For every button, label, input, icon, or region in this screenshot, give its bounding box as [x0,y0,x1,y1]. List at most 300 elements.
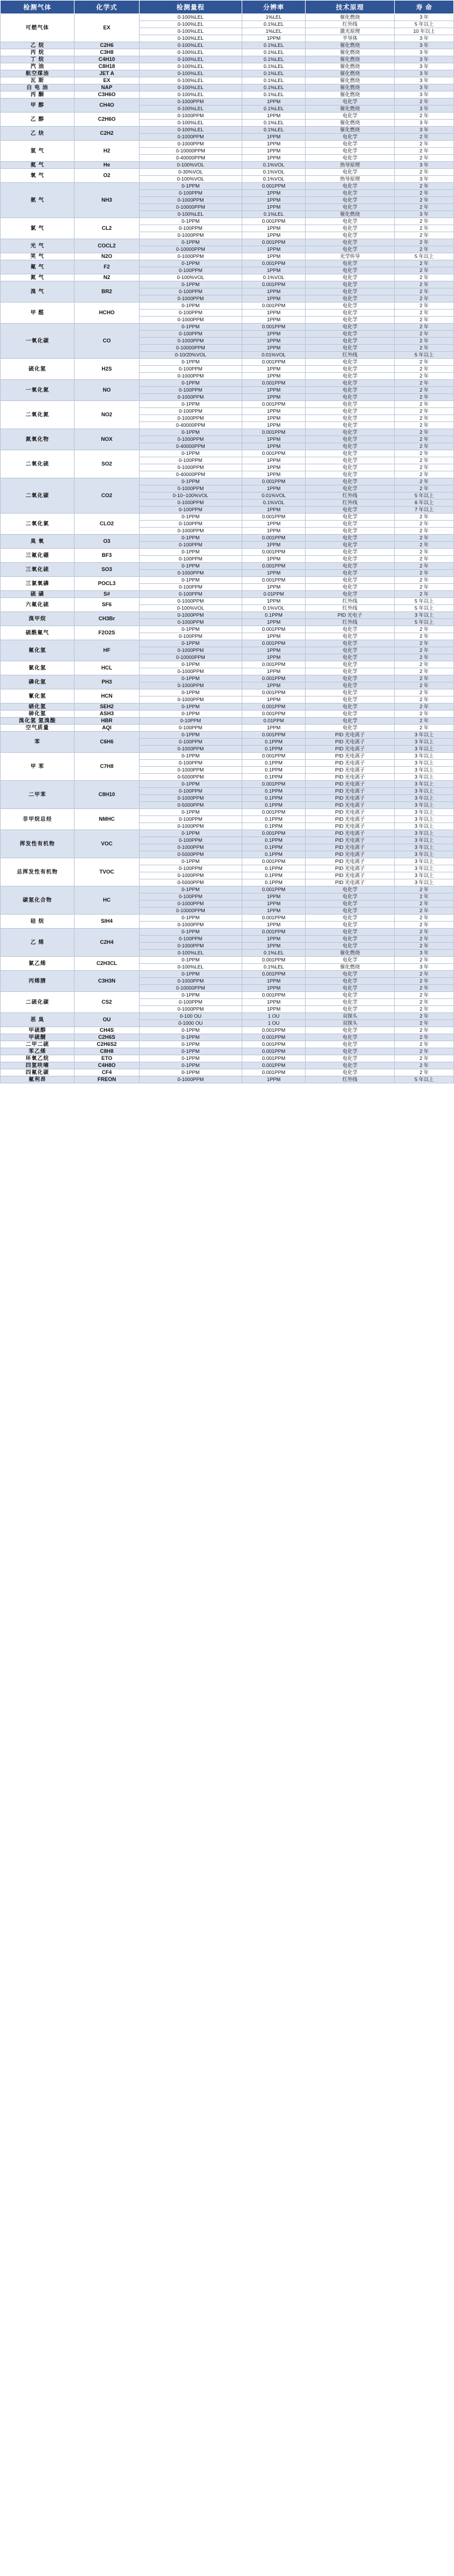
resolution-cell: 0.01%VOL [242,352,306,359]
technology-cell: PID 光电离子 [306,767,395,774]
technology-cell: 电化学 [306,556,395,563]
table-row [1,91,454,98]
technology-cell: 电化学 [306,943,395,950]
resolution-cell: 0.001PPM [242,359,306,366]
range-cell: 0-100%LEL [139,49,242,56]
gas-name-cell: 砷化氢 [1,711,74,718]
resolution-cell: 0.001PPM [242,450,306,457]
resolution-cell: 1PPM [242,528,306,535]
range-cell: 0-100%LEL [139,120,242,127]
lifetime-cell: 7 年以上 [395,507,454,514]
formula-cell: CO [74,324,139,359]
technology-cell: 电化学 [306,999,395,1006]
resolution-cell: 0.001PPM [242,1062,306,1069]
lifetime-cell: 2 年 [395,915,454,922]
resolution-cell: 1PPM [242,190,306,197]
lifetime-cell: 2 年 [395,113,454,120]
range-cell: 0-1000PPM [139,1006,242,1013]
formula-cell: C8H18 [74,63,139,70]
resolution-cell: 0.1%LEL [242,91,306,98]
table-row [1,1062,454,1069]
resolution-cell: 0.1PPM [242,823,306,830]
technology-cell: 电化学 [306,514,395,521]
range-cell: 0-1000PPM [139,978,242,985]
technology-cell: 电化学 [306,303,395,310]
range-cell: 0-1000PPM [139,682,242,689]
range-cell: 0-100%LEL [139,106,242,113]
resolution-cell: 0.001PPM [242,260,306,267]
lifetime-cell: 2 年 [395,134,454,141]
range-cell: 0-100PPM [139,507,242,514]
range-cell: 0-100%LEL [139,77,242,84]
resolution-cell: 1PPM [242,485,306,492]
lifetime-cell: 3 年以上 [395,809,454,816]
technology-cell: 红外线 [306,619,395,626]
range-cell: 0-1PPM [139,1041,242,1048]
technology-cell: 电化学 [306,725,395,732]
resolution-cell: 0.001PPM [242,514,306,521]
lifetime-cell: 2 年 [395,647,454,654]
range-cell: 0-1000PPM [139,436,242,443]
table-row [1,929,454,936]
gas-name-cell: 三氟化硼 [1,549,74,563]
gas-name-cell: 空气质量 [1,725,74,732]
gas-name-cell: 甲硫醇 [1,1027,74,1034]
technology-cell: 电化学 [306,577,395,584]
resolution-cell: 1PPM [242,936,306,943]
formula-cell: SEH2 [74,704,139,711]
lifetime-cell: 3 年以上 [395,739,454,746]
formula-cell: C2H3CL [74,957,139,971]
technology-cell: 红外线 [306,492,395,499]
formula-cell: EX [74,14,139,42]
resolution-cell: 0.001PPM [242,303,306,310]
technology-cell: 热导原理 [306,162,395,169]
technology-cell: 电化学 [306,471,395,478]
resolution-cell: 0.1%VOL [242,162,306,169]
technology-cell: PID 光电离子 [306,802,395,809]
lifetime-cell: 5 年以上 [395,492,454,499]
lifetime-cell: 2 年 [395,415,454,422]
lifetime-cell: 3 年以上 [395,774,454,781]
formula-cell: C8H10 [74,781,139,809]
technology-cell: PID 光电离子 [306,872,395,879]
range-cell: 0-100PPM [139,760,242,767]
gas-name-cell: 氰化氢 [1,689,74,704]
lifetime-cell: 3 年 [395,964,454,971]
technology-cell: 电化学 [306,155,395,162]
formula-cell: N2O [74,253,139,260]
range-cell: 0-1000PPM [139,141,242,148]
technology-cell: 电化学 [306,886,395,893]
gas-name-cell: 六氟化硫 [1,598,74,612]
resolution-cell: 0.001PPM [242,429,306,436]
technology-cell: 电化学 [306,668,395,675]
gas-name-cell: 一氧化碳 [1,324,74,359]
resolution-cell: 0.001PPM [242,281,306,288]
formula-cell: C6H6 [74,732,139,753]
range-cell: 0-100PPM [139,584,242,591]
gas-name-cell: 苯 [1,732,74,753]
resolution-cell: 1PPM [242,556,306,563]
gas-name-cell: 恶 臭 [1,1013,74,1027]
range-cell: 0-100PPM [139,739,242,746]
range-cell: 0-100PPM [139,936,242,943]
range-cell: 0-1000PPM [139,499,242,507]
resolution-cell: 0.1PPM [242,837,306,844]
range-cell: 0-100 OU [139,1013,242,1020]
range-cell: 0-1PPM [139,514,242,521]
resolution-cell: 0.1%LEL [242,42,306,49]
table-row [1,162,454,169]
resolution-cell: 0.001PPM [242,1027,306,1034]
range-cell: 0-100PPM [139,556,242,563]
resolution-cell: 0.1%LEL [242,63,306,70]
gas-name-cell: 氯 气 [1,218,74,239]
resolution-cell: 0.1%LEL [242,964,306,971]
lifetime-cell: 2 年 [395,183,454,190]
technology-cell: 电化学 [306,394,395,401]
table-row [1,598,454,605]
lifetime-cell: 2 年 [395,281,454,288]
technology-cell: 催化燃烧 [306,211,395,218]
formula-cell: SF6 [74,598,139,612]
technology-cell: 催化燃烧 [306,950,395,957]
lifetime-cell: 3 年以上 [395,858,454,865]
lifetime-cell: 2 年 [395,324,454,331]
resolution-cell: 1PPM [242,1076,306,1083]
gas-name-cell: 氟 气 [1,260,74,274]
technology-cell: 电化学 [306,528,395,535]
formula-cell: CF4 [74,1069,139,1076]
technology-cell: 电化学 [306,633,395,640]
lifetime-cell: 3 年 [395,35,454,42]
resolution-cell: 0.1%VOL [242,274,306,281]
technology-cell: 催化燃烧 [306,14,395,21]
formula-cell: C3H3N [74,971,139,992]
range-cell: 0-100PPM [139,837,242,844]
lifetime-cell: 3 年 [395,950,454,957]
lifetime-cell: 3 年以上 [395,767,454,774]
lifetime-cell: 2 年 [395,689,454,696]
resolution-cell: 1PPM [242,373,306,380]
table-row [1,56,454,63]
gas-name-cell: 二硫化碳 [1,992,74,1013]
lifetime-cell: 2 年 [395,141,454,148]
resolution-cell: 1PPM [242,900,306,908]
lifetime-cell: 3 年以上 [395,781,454,788]
technology-cell: 电化学 [306,267,395,274]
resolution-cell: 0.1PPM [242,872,306,879]
lifetime-cell: 2 年 [395,711,454,718]
resolution-cell: 0.1%LEL [242,127,306,134]
technology-cell: 电化学 [306,218,395,225]
lifetime-cell: 2 年 [395,239,454,246]
resolution-cell: 1PPM [242,570,306,577]
gas-detection-spec-sheet [0,0,454,1083]
table-row [1,725,454,732]
lifetime-cell: 2 年 [395,218,454,225]
gas-spec-table [0,0,454,1083]
range-cell: 0-1000PPM [139,696,242,704]
gas-name-cell: 二氧化硫 [1,450,74,478]
technology-cell: 电化学 [306,485,395,492]
technology-cell: 催化燃烧 [306,127,395,134]
gas-name-cell: 航空煤油 [1,70,74,77]
technology-cell: 电化学 [306,654,395,661]
technology-cell: PID 光电子 [306,612,395,619]
range-cell: 0-1PPM [139,183,242,190]
technology-cell: 催化燃烧 [306,964,395,971]
technology-cell: 电化学 [306,225,395,232]
technology-cell: 催化燃烧 [306,70,395,77]
range-cell: 0-1PPM [139,218,242,225]
lifetime-cell: 2 年 [395,1069,454,1076]
lifetime-cell: 2 年 [395,999,454,1006]
resolution-cell: 1PPM [242,443,306,450]
lifetime-cell: 2 年 [395,696,454,704]
technology-cell: 电化学 [306,570,395,577]
lifetime-cell: 6 年以上 [395,499,454,507]
range-cell: 0-40000PPM [139,155,242,162]
table-row [1,704,454,711]
lifetime-cell: 2 年 [395,886,454,893]
resolution-cell: 0.001PPM [242,689,306,696]
formula-cell: NH3 [74,183,139,218]
table-row [1,478,454,485]
formula-cell: C3H8 [74,49,139,56]
resolution-cell: 0.1%LEL [242,56,306,63]
technology-cell: 电化学 [306,521,395,528]
table-row [1,689,454,696]
lifetime-cell: 3 年以上 [395,753,454,760]
gas-name-cell: 二氧化碳 [1,478,74,514]
range-cell: 0-10~100%VOL [139,492,242,499]
table-header [1,1,454,14]
gas-name-cell: 磷化氢 [1,675,74,689]
table-row [1,183,454,190]
technology-cell: 电化学 [306,1048,395,1055]
range-cell: 0-1PPM [139,626,242,633]
gas-name-cell: 氦 气 [1,162,74,169]
resolution-cell: 0.001PPM [242,781,306,788]
lifetime-cell: 3 年 [395,84,454,91]
technology-cell: 电化学 [306,429,395,436]
technology-cell: 电化学 [306,647,395,654]
gas-name-cell: 氮氧化物 [1,429,74,450]
technology-cell: 电化学 [306,542,395,549]
lifetime-cell: 5 年以上 [395,352,454,359]
lifetime-cell: 3 年以上 [395,788,454,795]
resolution-cell: 1PPM [242,457,306,464]
gas-name-cell: 丙 烷 [1,49,74,56]
lifetime-cell: 3 年以上 [395,865,454,872]
resolution-cell: 0.1PPM [242,844,306,851]
lifetime-cell: 3 年以上 [395,795,454,802]
resolution-cell: 1PPM [242,647,306,654]
gas-name-cell: 氯乙烯 [1,957,74,971]
resolution-cell: 0.001PPM [242,809,306,816]
table-row [1,127,454,134]
lifetime-cell: 3 年以上 [395,823,454,830]
table-row [1,1013,454,1020]
technology-cell: 电化学 [306,464,395,471]
technology-cell: PID 光电离子 [306,823,395,830]
lifetime-cell: 2 年 [395,394,454,401]
range-cell: 0-1000PPM [139,113,242,120]
formula-cell: HCL [74,661,139,675]
formula-cell: CH4S [74,1027,139,1034]
lifetime-cell: 2 年 [395,1048,454,1055]
gas-name-cell: 四氢呋喃 [1,1062,74,1069]
gas-name-cell: 溴 气 [1,281,74,303]
resolution-cell: 0.1%VOL [242,605,306,612]
lifetime-cell: 3 年以上 [395,816,454,823]
lifetime-cell: 2 年 [395,633,454,640]
technology-cell: PID 光电离子 [306,739,395,746]
gas-name-cell: 二甲二硫 [1,1041,74,1048]
lifetime-cell: 2 年 [395,274,454,281]
technology-cell: 电化学 [306,1055,395,1062]
technology-cell: 催化燃烧 [306,77,395,84]
technology-cell: PID 光电离子 [306,837,395,844]
range-cell: 0-1000PPM [139,598,242,605]
technology-cell: 电化学 [306,584,395,591]
resolution-cell: 1PPM [242,338,306,345]
range-cell: 0-100PPM [139,893,242,900]
range-cell: 0-1PPM [139,1069,242,1076]
resolution-cell: 0.001PPM [242,929,306,936]
table-row [1,1048,454,1055]
technology-cell: PID 光电离子 [306,858,395,865]
technology-cell: 电化学 [306,274,395,281]
formula-cell: NO [74,380,139,401]
resolution-cell: 1PPM [242,464,306,471]
lifetime-cell: 3 年 [395,42,454,49]
lifetime-cell: 2 年 [395,295,454,303]
gas-name-cell: 甲 醇 [1,98,74,113]
technology-cell: 激光原理 [306,28,395,35]
resolution-cell: 0.1PPM [242,612,306,619]
gas-name-cell: 氟化氢 [1,640,74,661]
table-row [1,626,454,633]
range-cell: 0-100%VOL [139,274,242,281]
technology-cell: 电化学 [306,640,395,647]
formula-cell: H2S [74,359,139,380]
technology-cell: 红外线 [306,598,395,605]
lifetime-cell: 2 年 [395,464,454,471]
gas-name-cell: 乙 醇 [1,113,74,127]
table-row [1,661,454,668]
range-cell: 0-1000PPM [139,844,242,851]
technology-cell: PID 光电离子 [306,844,395,851]
range-cell: 0-1PPM [139,781,242,788]
formula-cell: NMHC [74,809,139,830]
lifetime-cell: 2 年 [395,450,454,457]
lifetime-cell: 2 年 [395,98,454,106]
resolution-cell: 0.1%LEL [242,950,306,957]
technology-cell: 电化学 [306,704,395,711]
range-cell: 0-100PPM [139,725,242,732]
lifetime-cell: 2 年 [395,471,454,478]
range-cell: 0-1000 OU [139,1020,242,1027]
lifetime-cell: 2 年 [395,535,454,542]
range-cell: 0-1PPM [139,675,242,682]
lifetime-cell: 2 年 [395,457,454,464]
resolution-cell: 1PPM [242,725,306,732]
technology-cell: PID 光电离子 [306,746,395,753]
technology-cell: 催化燃烧 [306,91,395,98]
technology-cell: PID 光电离子 [306,816,395,823]
lifetime-cell: 3 年 [395,49,454,56]
resolution-cell: 1PPM [242,507,306,514]
range-cell: 0-1000PPM [139,647,242,654]
table-row [1,49,454,56]
range-cell: 0-1PPM [139,1062,242,1069]
range-cell: 0-1PPM [139,915,242,922]
range-cell: 0-1PPM [139,830,242,837]
technology-cell: 双探头 [306,1013,395,1020]
resolution-cell: 0.1%LEL [242,84,306,91]
resolution-cell: 0.001PPM [242,858,306,865]
lifetime-cell: 2 年 [395,345,454,352]
table-row [1,1041,454,1048]
range-cell: 0-10000PPM [139,908,242,915]
technology-cell: PID 光电离子 [306,760,395,767]
gas-name-cell: 甲 醛 [1,303,74,324]
technology-cell: 电化学 [306,169,395,176]
technology-cell: 电化学 [306,1006,395,1013]
technology-cell: 电化学 [306,1062,395,1069]
resolution-cell: 1PPM [242,1006,306,1013]
resolution-cell: 0.1PPM [242,746,306,753]
col-resolution: 分辨率 [242,1,306,14]
formula-cell: S# [74,591,139,598]
lifetime-cell: 2 年 [395,310,454,317]
range-cell: 0-1PPM [139,640,242,647]
table-row [1,1027,454,1034]
range-cell: 0-1PPM [139,1048,242,1055]
resolution-cell: 0.001PPM [242,675,306,682]
range-cell: 0-100PPM [139,633,242,640]
range-cell: 0-100PPM [139,288,242,295]
gas-name-cell: 甲硫醚 [1,1034,74,1041]
table-row [1,781,454,788]
formula-cell: C8H8 [74,1048,139,1055]
technology-cell: 电化学 [306,711,395,718]
table-row [1,549,454,556]
formula-cell: FREON [74,1076,139,1083]
resolution-cell: 0.001PPM [242,577,306,584]
lifetime-cell: 5 年以上 [395,598,454,605]
lifetime-cell: 2 年 [395,401,454,408]
lifetime-cell: 3 年 [395,176,454,183]
resolution-cell: 1PPM [242,584,306,591]
resolution-cell: 1PPM [242,908,306,915]
technology-cell: 双探头 [306,1020,395,1027]
lifetime-cell: 3 年 [395,211,454,218]
resolution-cell: 0.1PPM [242,760,306,767]
resolution-cell: 0.001PPM [242,992,306,999]
resolution-cell: 0.001PPM [242,218,306,225]
resolution-cell: 0.001PPM [242,626,306,633]
technology-cell: 电化学 [306,331,395,338]
resolution-cell: 1PPM [242,999,306,1006]
range-cell: 0-1PPM [139,1055,242,1062]
resolution-cell: 0.1PPM [242,865,306,872]
resolution-cell: 0.1%LEL [242,106,306,113]
lifetime-cell: 2 年 [395,626,454,633]
